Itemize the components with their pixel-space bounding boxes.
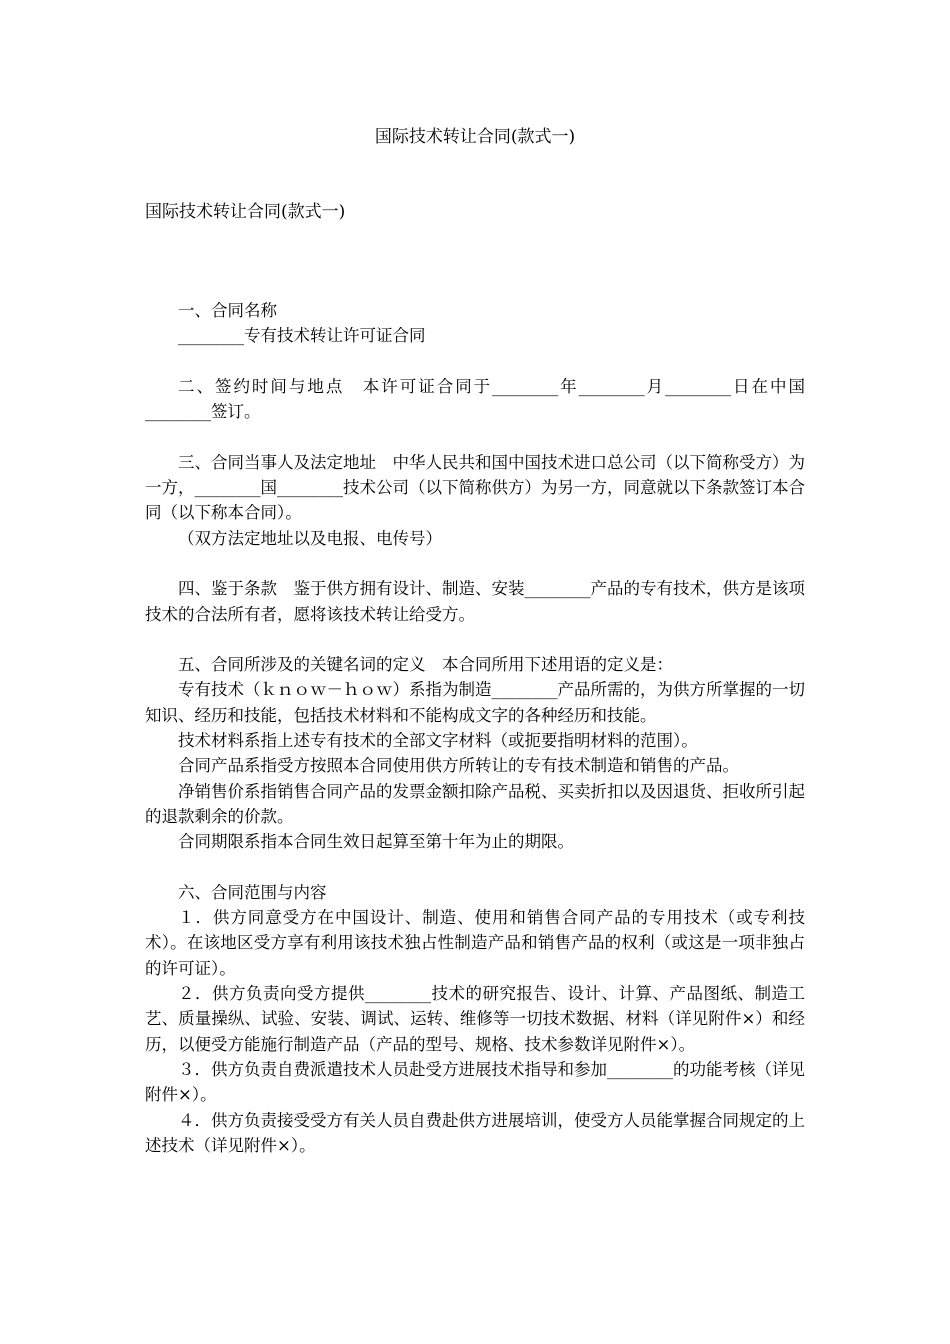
contract-body: [145, 298, 805, 1158]
paragraph: 技术材料系指上述专有技术的全部文字材料（或扼要指明材料的范围）。: [178, 731, 698, 751]
page-title: 国际技术转让合同(款式一): [374, 127, 576, 147]
paragraph: （双方法定地址以及电报、电传号）: [178, 528, 442, 548]
paragraph: 五、合同所涉及的关键名词的定义 本合同所用下述用语的定义是：: [178, 655, 673, 675]
paragraph: 专有技术（ｋｎｏｗ－ｈｏｗ）系指为制造________产品所需的，为供方所掌握的一切知识、经历和技能，包括技术材料和不能构成文字的各种经历和技能。: [145, 680, 805, 725]
paragraph: 净销售价系指销售合同产品的发票金额扣除产品税、买卖折扣以及因退货、拒收所引起的退款剩余的价款。: [145, 781, 805, 826]
paragraph: １．供方同意受方在中国设计、制造、使用和销售合同产品的专用技术（或专利技术）。在该地区受方享有利用该技术独占性制造产品和销售产品的权利（或这是一项非独占的许可证）。: [145, 908, 805, 978]
paragraph: 二、签约时间与地点 本许可证合同于________年________月________日在中国________签订。: [145, 376, 805, 422]
paragraph: ________专有技术转让许可证合同: [178, 326, 426, 346]
paragraph: 一、合同名称: [178, 301, 277, 320]
paragraph: 四、鉴于条款 鉴于供方拥有设计、制造、安装________产品的专有技术，供方是该项技术的合法所有者，愿将该技术转让给受方。: [145, 579, 805, 624]
paragraph: 合同期限系指本合同生效日起算至第十年为止的期限。: [178, 832, 574, 852]
document-title: 国际技术转让合同(款式一): [145, 202, 346, 222]
paragraph: ３．供方负责自费派遣技术人员赴受方进展技术指导和参加________的功能考核（详见附件×）。: [145, 1059, 805, 1105]
paragraph: 六、合同范围与内容: [178, 882, 327, 902]
paragraph: 三、合同当事人及法定地址 中华人民共和国中国技术进口总公司（以下简称受方）为一方，________国________技术公司（以下简称供方）为另一方，同意就以下条款签订本合同（以下称本合同）。: [145, 452, 805, 523]
paragraph: 合同产品系指受方按照本合同使用供方所转让的专有技术制造和销售的产品。: [178, 756, 739, 776]
paragraph: ４．供方负责接受受方有关人员自费赴供方进展培训，使受方人员能掌握合同规定的上述技术（详见附件×）。: [145, 1110, 805, 1155]
paragraph: ２．供方负责向受方提供________技术的研究报告、设计、计算、产品图纸、制造工艺、质量操纵、试验、安装、调试、运转、维修等一切技术数据、材料（详见附件×）和经历，以便受方能施行制造产品（产品的型号、规格、技术参数详见附件×）。: [145, 984, 805, 1054]
